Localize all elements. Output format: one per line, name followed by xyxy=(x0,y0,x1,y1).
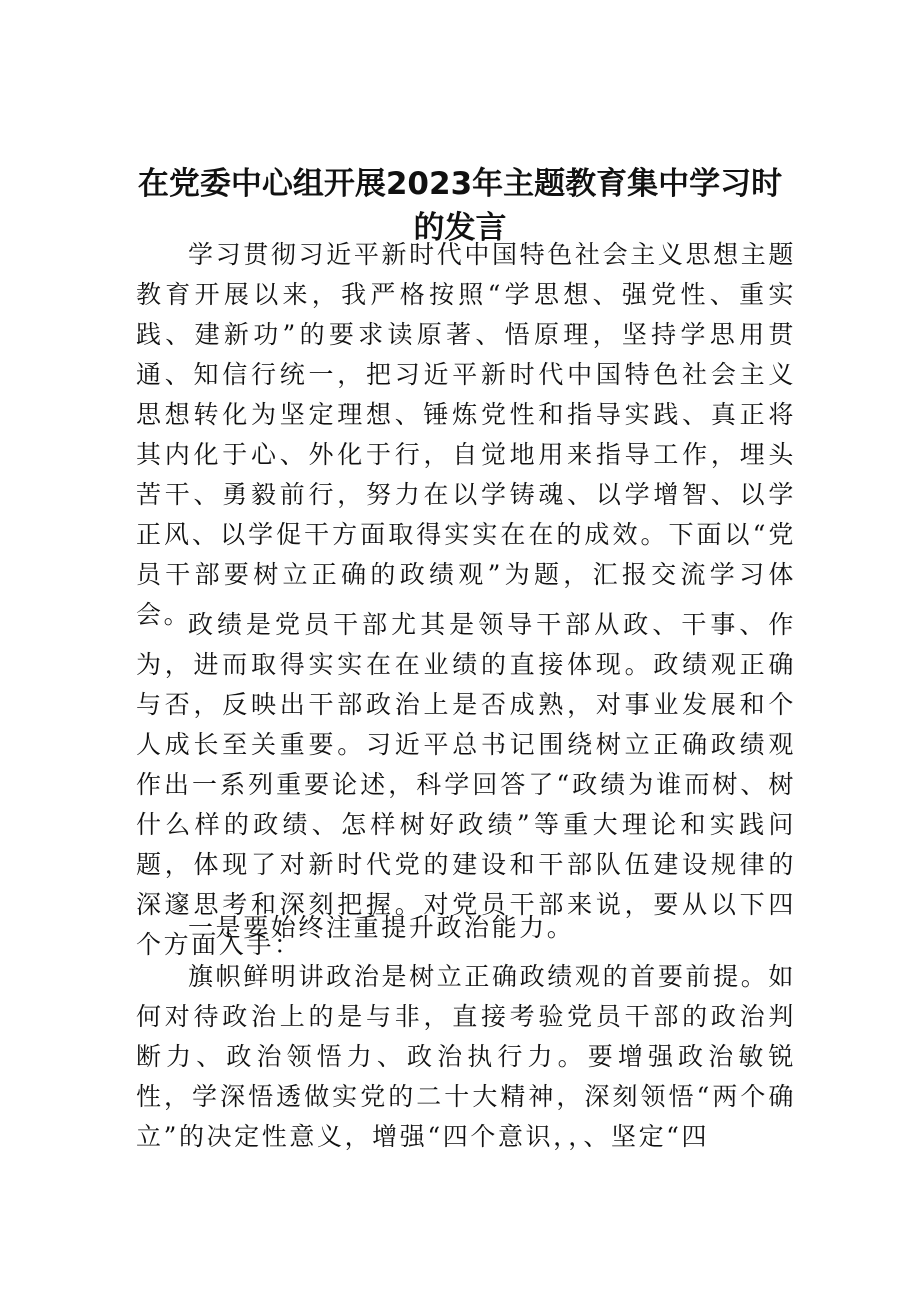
paragraph-political-ability: 旗帜鲜明讲政治是树立正确政绩观的首要前提。如何对待政治上的是与非，直接考验党员干部的政治判断力、政治领悟力、政治执行力。要增强政治敏锐性，学深悟透做实党的二十大精神，深刻领悟“两个确立”的决定性意义，增强“四个意识，，、坚定“四 xyxy=(136,962,796,1151)
section-heading-political-ability: 一是要始终注重提升政治能力。 xyxy=(188,913,575,942)
paragraph-political-achievements: 政绩是党员干部尤其是领导干部从政、干事、作为，进而取得实实在在业绩的直接体现。政绩观正确与否，反映出干部政治上是否成熟，对事业发展和个人成长至关重要。习近平总书记围绕树立正确政绩观作出一系列重要论述，科学回答了“政绩为谁而树、树什么样的政绩、怎样树好政绩”等重大理论和实践问题，体现了对新时代党的建设和干部队伍建设规律的深邃思考和深刻把握。对党员干部来说，要从以下四个方面入手： xyxy=(136,610,796,959)
document-title-line-1: 在党委中心组开展2023年主题教育集中学习时 xyxy=(137,166,783,202)
paragraph-introduction: 学习贯彻习近平新时代中国特色社会主义思想主题教育开展以来，我严格按照“学思想、强党性、重实践、建新功”的要求读原著、悟原理，坚持学思用贯通、知信行统一，把习近平新时代中国特色社会主义思想转化为坚定理想、锤炼党性和指导实践、真正将其内化于心、外化于行，自觉地用来指导工作，埋头苦干、勇毅前行，努力在以学铸魂、以学增智、以学正风、以学促干方面取得实实在在的成效。下面以“党员干部要树立正确的政绩观”为题，汇报交流学习体会。 xyxy=(136,240,796,629)
document-title-line-2: 的发言 xyxy=(413,210,507,246)
